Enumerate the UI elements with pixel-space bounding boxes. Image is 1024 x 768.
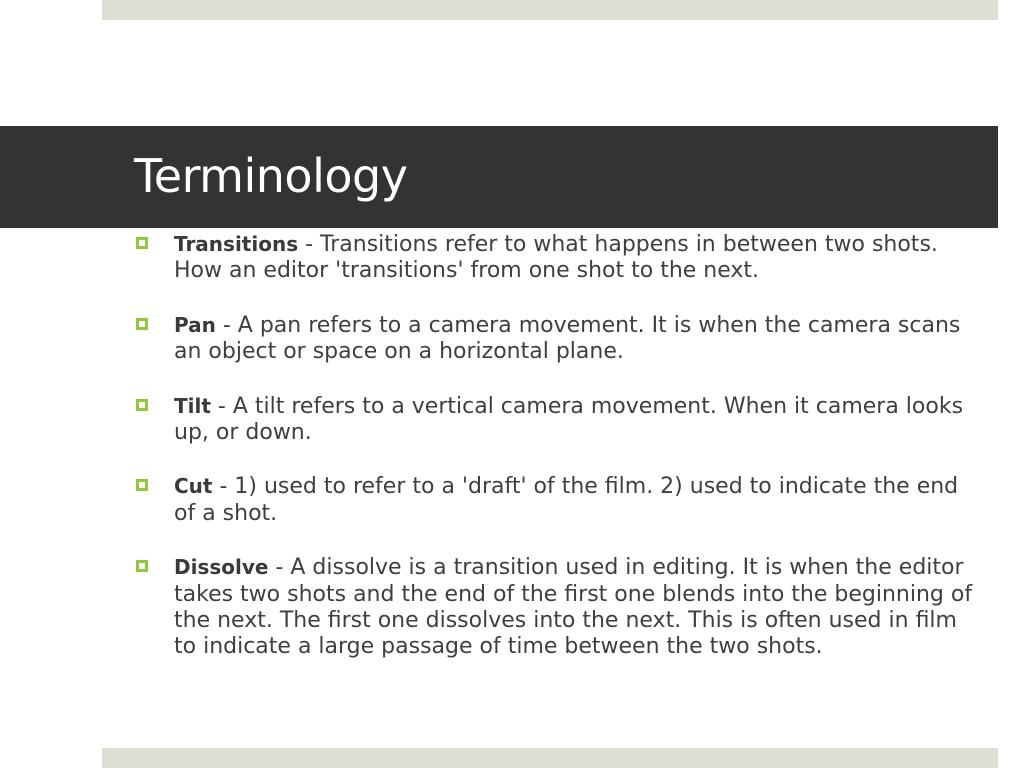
- term-definition: - A pan refers to a camera movement. It is when the camera scans an object or space on a horizontal plane.: [174, 312, 961, 365]
- term-label: Pan: [174, 312, 216, 337]
- term-definition: - Transitions refer to what happens in between two shots. How an editor 'transitions' from one shot to the next.: [174, 232, 938, 284]
- term-definition: - 1) used to refer to a 'draft' of the film. 2) used to indicate the end of a shot.: [174, 474, 959, 526]
- square-bullet-icon: [136, 318, 148, 330]
- list-item-transitions: [136, 231, 976, 285]
- list-item-tilt: [136, 393, 976, 447]
- slide-title: Terminology: [134, 149, 408, 203]
- term-label: Cut: [174, 474, 213, 499]
- list-item-pan: [136, 312, 976, 366]
- term-definition: - A tilt refers to a vertical camera movement. When it camera looks up, or down.: [174, 393, 964, 446]
- square-bullet-icon: [136, 479, 148, 491]
- list-item-dissolve: [136, 554, 976, 661]
- top-decorative-bar: [102, 0, 998, 20]
- square-bullet-icon: [136, 399, 148, 411]
- term-label: Tilt: [174, 393, 211, 418]
- terminology-list: [136, 231, 976, 661]
- square-bullet-icon: [136, 237, 148, 249]
- term-label: Transitions: [174, 232, 299, 256]
- term-definition: - A dissolve is a transition used in editing. It is when the editor takes two shots and the end of the first one blends into the beginning of the next. The first one dissolves into the next. This is often used in film to indicate a large passage of time between the two shots.: [174, 555, 973, 660]
- list-item-cut: [136, 473, 976, 527]
- term-label: Dissolve: [174, 555, 269, 580]
- square-bullet-icon: [136, 560, 148, 572]
- bottom-decorative-bar: [102, 748, 998, 768]
